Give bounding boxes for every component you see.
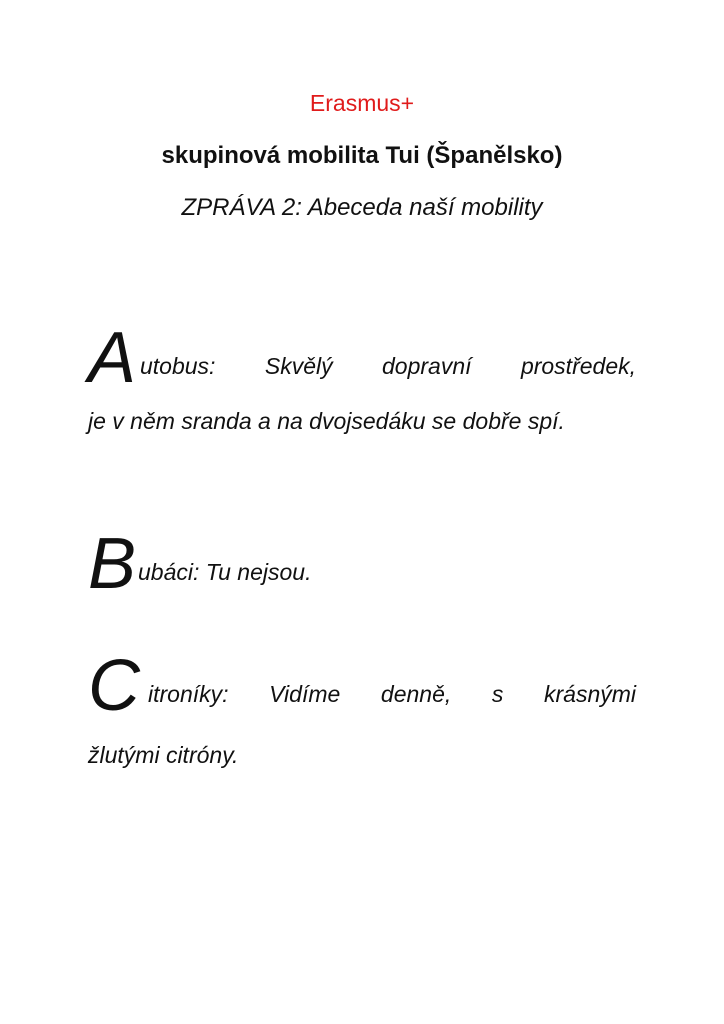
entry-first-line (88, 514, 636, 604)
entry-initial: B (88, 524, 137, 604)
entry-first-line (88, 636, 636, 726)
mobility-subtitle: skupinová mobilita Tui (Španělsko) (161, 142, 563, 169)
entry-initial: A (88, 318, 137, 398)
entry-body-text: žlutými citróny. (88, 742, 239, 768)
entry-lead-text: utobus: Skvělý dopravní prostředek, (140, 353, 636, 379)
program-title: Erasmus+ (309, 90, 415, 116)
entry-lead-text: ubáci: Tu nejsou. (138, 559, 312, 585)
alphabet-entry-b (88, 514, 636, 604)
entry-body-text: je v něm sranda a na dvojsedáku se dobře spí. (88, 408, 565, 434)
report-title: ZPRÁVA 2: Abeceda naší mobility (181, 194, 543, 221)
entry-initial: C (88, 646, 140, 726)
alphabet-entry-a (88, 308, 636, 441)
entry-first-line (88, 308, 636, 398)
entry-lead-text: itroníky: Vidíme denně, s krásnými (148, 681, 636, 707)
alphabet-entry-c (88, 636, 636, 775)
